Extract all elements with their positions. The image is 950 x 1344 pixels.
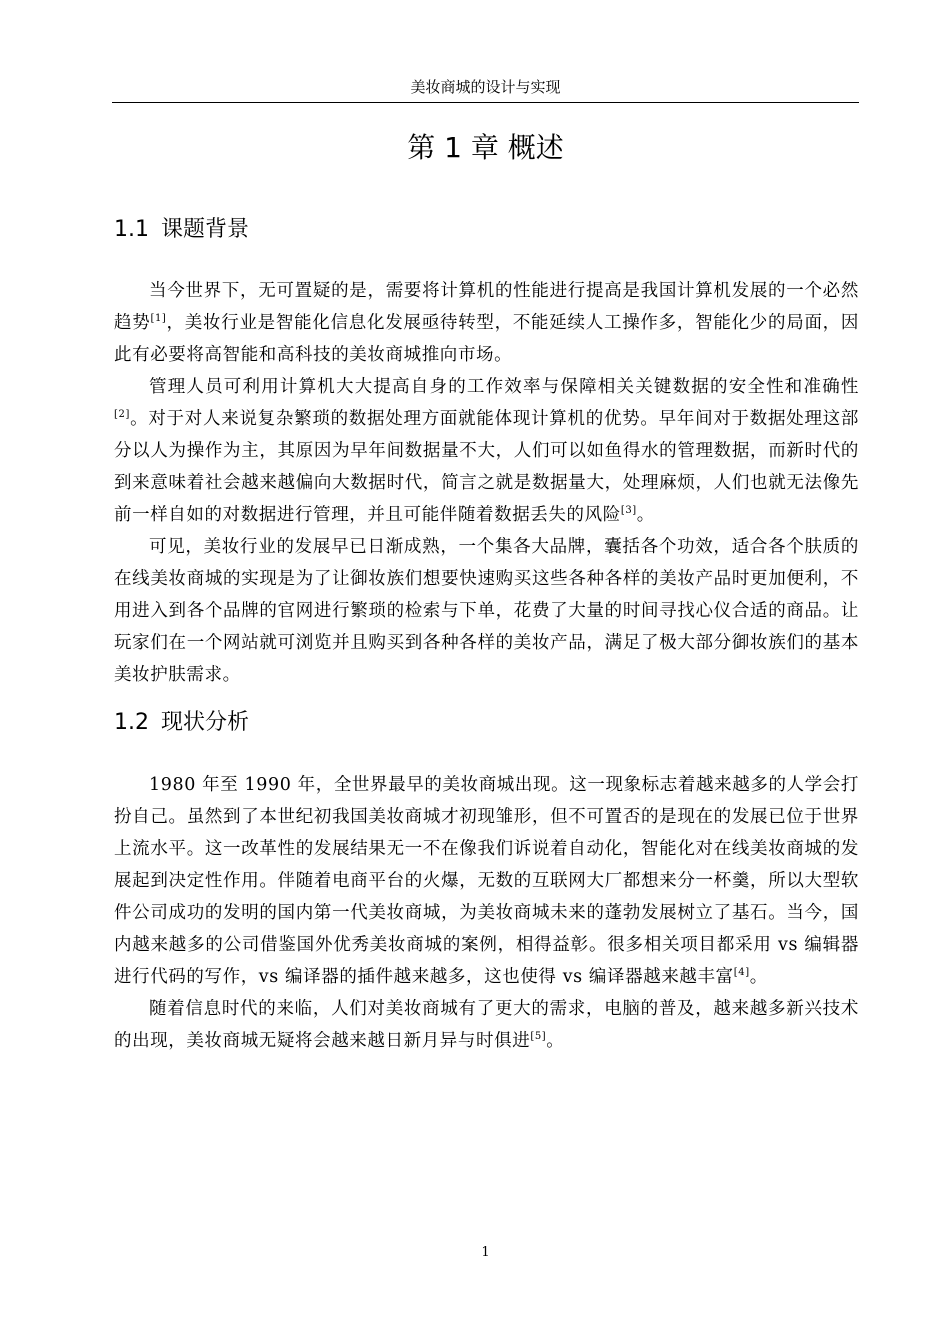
paragraph-text: 随着信息时代的来临，人们对美妆商城有了更大的需求，电脑的普及，越来越多新兴技术的出现，美妆商城无疑将会越来越日新月异与时俱进: [114, 999, 859, 1051]
paragraph-text: 当今世界下，无可置疑的是，需要将计算机的性能进行提高是我国计算机发展的一个必然趋势: [114, 281, 859, 333]
citation-marker: [5]: [530, 1031, 547, 1043]
citation-marker: [4]: [733, 967, 750, 979]
section-heading-status: [114, 705, 249, 741]
citation-marker: [2]: [114, 409, 130, 421]
citation-marker: [3]: [620, 505, 637, 517]
paragraph-text: 1980 年至 1990 年，全世界最早的美妆商城出现。这一现象标志着越来越多的人学会打扮自己。虽然到了本世纪初我国美妆商城才初现雏形，但不可置否的是现在的发展已位于世界上流水平。这一改革性的发展结果无一不在像我们诉说着自动化，智能化对在线美妆商城的发展起到决定性作用。伴随着电商平台的火爆，无数的互联网大厂都想来分一杯羹，所以大型软件公司成功的发明的国内第一代美妆商城，为美妆商城未来的蓬勃发展树立了基石。当今，国内越来越多的公司借鉴国外优秀美妆商城的案例，相得益彰。很多相关项目都采用 vs 编辑器进行代码的写作，vs 编译器的插件越来越多，这也使得 vs 编译器越来越丰富: [114, 775, 859, 987]
section-title: 现状分析: [161, 710, 250, 735]
paragraph-text: ，美妆行业是智能化信息化发展亟待转型，不能延续人工操作多，智能化少的局面，因此有必要将高智能和高科技的美妆商城推向市场。: [114, 313, 859, 365]
section-body-background: [114, 275, 859, 691]
paragraph: [114, 531, 859, 691]
paragraph-text: 管理人员可利用计算机大大提高自身的工作效率与保障相关关键数据的安全性和准确性: [149, 377, 859, 397]
paragraph-text: 。对于对人来说复杂繁琐的数据处理方面就能体现计算机的优势。早年间对于数据处理这部分以人为操作为主，其原因为早年间数据量不大，人们可以如鱼得水的管理数据，而新时代的到来意味着社会越来越偏向大数据时代，简言之就是数据量大，处理麻烦，人们也就无法像先前一样自如的对数据进行管理，并且可能伴随着数据丢失的风险: [114, 409, 859, 525]
paragraph: [114, 275, 859, 371]
paragraph: [114, 993, 859, 1057]
paragraph-text: 。: [546, 1031, 565, 1051]
paragraph-text: 。: [636, 505, 655, 525]
section-number: 1.1: [114, 217, 149, 242]
section-title: 课题背景: [161, 217, 250, 242]
citation-marker: [1]: [150, 313, 167, 325]
paragraph-text: 可见，美妆行业的发展早已日渐成熟，一个集各大品牌，囊括各个功效，适合各个肤质的在线美妆商城的实现是为了让御妆族们想要快速购买这些各种各样的美妆产品时更加便利，不用进入到各个品牌的官网进行繁琐的检索与下单，花费了大量的时间寻找心仪合适的商品。让玩家们在一个网站就可浏览并且购买到各种各样的美妆产品，满足了极大部分御妆族们的基本美妆护肤需求。: [114, 537, 859, 685]
paragraph-text: 。: [749, 967, 768, 987]
paragraph: [114, 371, 859, 531]
section-body-status: [114, 769, 859, 1057]
running-header: [112, 72, 859, 103]
page-number: 1: [481, 1245, 490, 1260]
paragraph: [114, 769, 859, 993]
section-number: 1.2: [114, 710, 149, 735]
chapter-title: 第 1 章 概述: [407, 131, 564, 164]
running-header-title: 美妆商城的设计与实现: [410, 78, 561, 96]
section-heading-background: [114, 212, 249, 248]
